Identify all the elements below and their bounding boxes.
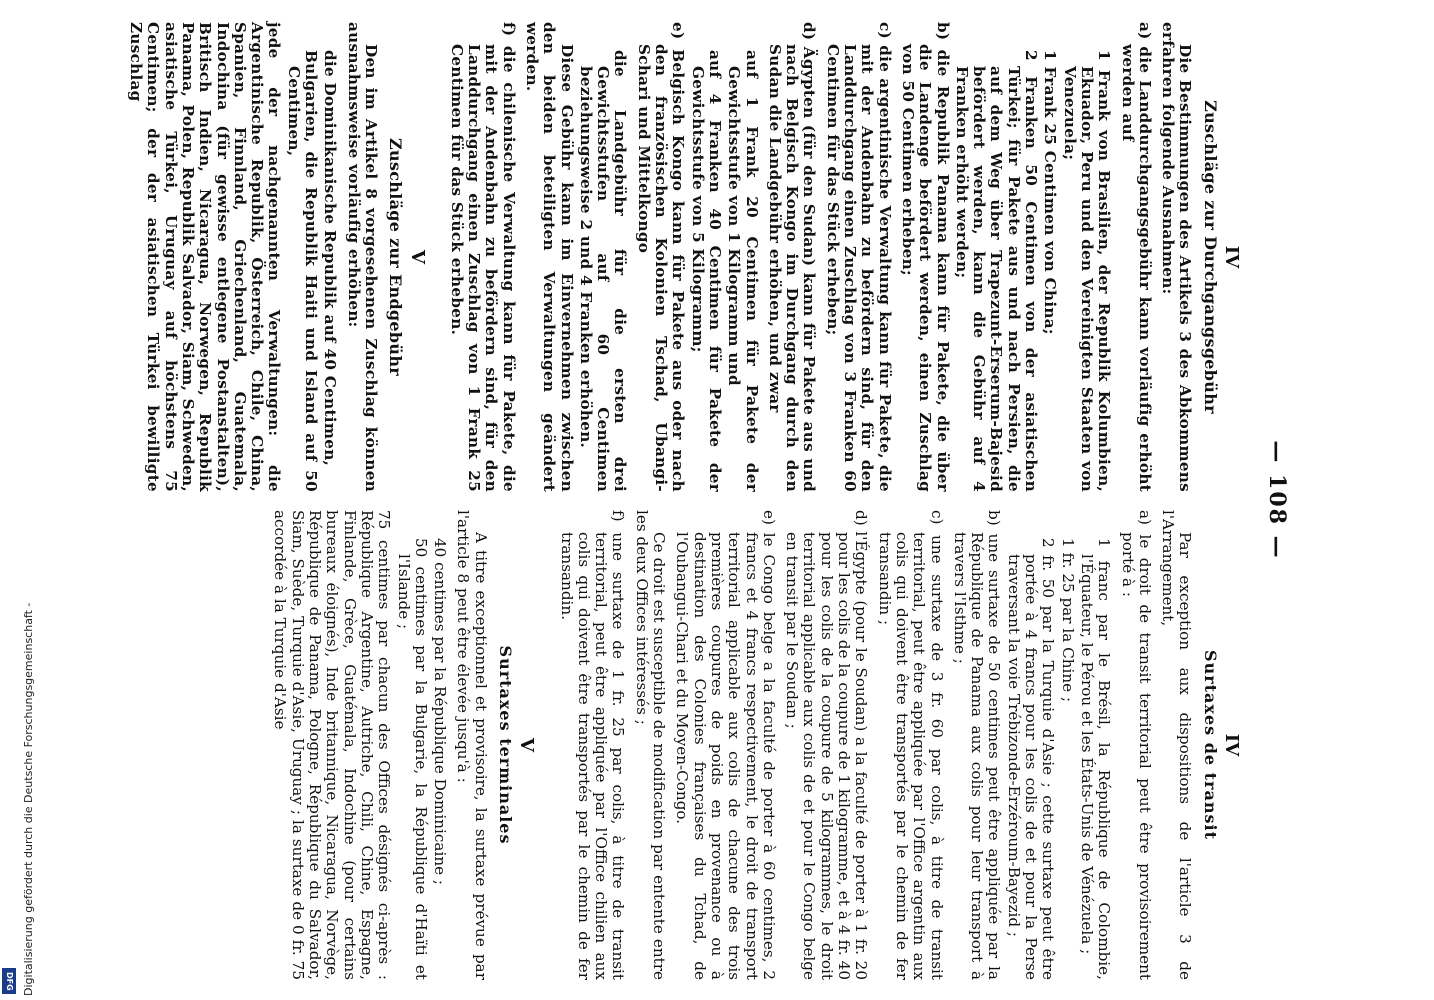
paragraph: Den im Artikel 8 vorgesehenen Zuschlag können ausnahmsweise vorläufig erhöhen: xyxy=(344,22,380,492)
section-number: V xyxy=(406,250,428,264)
sub-item: auf 4 Franken 40 Centimen für Pakete der Gewichtsstufe von 5 Kilogramm; xyxy=(688,50,724,492)
page-number: — 108 — xyxy=(1264,440,1290,560)
note: Ce droit est susceptible de modification par entente entre les deux Offices intéressés ; xyxy=(632,510,669,980)
list-item: f) une surtaxe de 1 fr. 25 par colis, à titre de transit territorial, peut être appliquée par l'Office chilien aux colis qui doivent être transportés par le chemin de fer transandin. xyxy=(557,510,628,980)
list-item: e) le Congo belge a la faculté de porter à 60 centimes, 2 francs et 4 francs respectivement, le droit de transport territorial applicable aux colis de chacune des trois premières coupures de poids en provenance ou à destination des Colonies françaises du Tchad, de l'Oubangui-Chari et du Moyen-Congo. xyxy=(673,510,778,980)
paragraph: Die Bestimmungen des Artikels 3 des Abkommens erfahren folgende Ausnahmen: xyxy=(1159,22,1195,492)
list-item: b) die Republik Panama kann für Pakete, die über die Landenge befördert werden, einen Zuschlag von 50 Centimen erheben; xyxy=(898,22,952,492)
sub-item: 40 centimes par la République Dominicaine ; xyxy=(431,538,450,886)
section-title: Surtaxes terminales xyxy=(496,645,516,845)
sub-item: auf 1 Frank 20 Centimen für Pakete der Gewichtsstufe von 1 Kilogramm und xyxy=(725,50,761,492)
section-number: V xyxy=(516,738,538,752)
paragraph: A titre exceptionnel et provisoire, la surtaxe prévue par l'article 8 peut être élevée jusqu'à : xyxy=(454,510,490,980)
sub-item: 1 Frank 25 Centimen von China; xyxy=(1041,50,1060,335)
list-item: a) le droit de transit territorial peut être provisoirement porté à : xyxy=(1118,510,1154,980)
list-item: c) une surtaxe de 3 fr. 60 par colis, à titre de transit territorial, peut être appliquée par l'Office argentin aux colis qui doivent être transportés par le chemin de fer transandin ; xyxy=(875,510,946,980)
list-item: d) l'Égypte (pour le Soudan) a la faculté de porter à 1 fr. 20 pour les colis de la coupure de 1 kilogramme, et à 4 fr. 40 pour les colis de la coupure de 5 kilogrammes, le droit territorial applicable aux colis de et pour le Congo belge en transit par le Soudan ; xyxy=(783,510,871,980)
section-title: Zuschläge zur Durchgangsgebühr xyxy=(1200,100,1220,414)
list-item: e) Belgisch Kongo kann für Pakete aus oder nach den französischen Kolonien Tschad, Ubangi-Schari und Mittelkongo xyxy=(634,22,688,492)
section-number: IV xyxy=(1221,733,1242,757)
list-item: a) die Landdurchgangsgebühr kann vorläufig erhöht werden auf xyxy=(1118,22,1154,492)
sub-item: Bulgarien, die Republik Haiti und Island auf 50 Centimen, xyxy=(284,50,321,492)
section-title: Zuschläge zur Endgebühr xyxy=(386,138,406,376)
sub-item: die Landgebühr für die ersten drei Gewichtsstufen auf 60 Centimen beziehungsweise 2 und 4 Franken erhöhen. xyxy=(576,50,630,492)
section-number: IV xyxy=(1221,245,1242,269)
paragraph: Par exception aux dispositions de l'article 3 de l'Arrangement, xyxy=(1159,510,1195,980)
footer-text: Digitalisierung gefördert durch die Deutsche Forschungsgemeinschaft - xyxy=(22,602,35,996)
list-item: c) die argentinische Verwaltung kann für Pakete, die mit der Andenbahn zu befördern sind, für den Landdurchgang einen Zuschlag von 3 Franken 60 Centimen für das Stück erheben; xyxy=(823,22,894,492)
sub-item: 1 franc par le Brésil, la République de Colombie, l'Équateur, le Pérou et les États-Unis de Vénézuela ; xyxy=(1077,538,1114,980)
paragraph: 75 centimes par chacun des Offices désignés ci-après : République Argentine, Autriche, Chili, Chine, Espagne, Finlande, Grèce, Guatémala, Indochine (pour certains bureaux éloignés), Inde britannique, Nicaragua, Norvège, République de Panama, Pologne, République du Salvador, Siam, Suède, Turquie d'Asie, Uruguay ; la surtaxe de 0 fr. 75 accordée à la Turquie d'Asie xyxy=(271,510,394,980)
sub-item: 50 centimes par la Bulgarie, la République d'Haïti et l'Islande ; xyxy=(394,538,430,980)
sub-item: 1 Frank von Brasilien, der Republik Kolumbien, Ekuador, Peru und den Vereinigten Staaten von Venezuela; xyxy=(1060,50,1114,492)
french-column xyxy=(265,510,1240,980)
dfg-logo: DFG xyxy=(2,968,16,994)
list-item: b) une surtaxe de 50 centimes peut être appliquée par la République de Panama aux colis pour leur transport à travers l'Isthme ; xyxy=(950,510,1004,980)
sub-item: 2 Franken 50 Centimen von der asiatischen Türkei; für Pakete aus und nach Persien, die auf dem Weg über Trapezunt-Erserum-Bajesid befördert werden, kann die Gebühr auf 4 Franken erhöht werden; xyxy=(952,50,1041,492)
section-title: Surtaxes de transit xyxy=(1200,650,1220,840)
list-item: f) die chilenische Verwaltung kann für Pakete, die mit der Andenbahn zu befördern sind, für den Landdurchgang einen Zuschlag von 1 Frank 25 Centimen für das Stück erheben. xyxy=(447,22,518,492)
sub-item: 2 fr. 50 par la Turquie d'Asie ; cette surtaxe peut être portée à 4 francs pour les colis de et pour la Perse traversant la voie Trébizonde-Erzéroum-Bayezid ; xyxy=(1004,538,1058,980)
german-column xyxy=(121,22,1240,492)
paragraph: jede der nachgenannten Verwaltungen: die Argentinische Republik, Österreich, Chile, China, Spanien, Finnland, Griechenland, Guatemala, Indochina (für gewisse entlegene Postanstalten), Britisch Indien, Nicaragua, Norwegen, Republik Panama, Polen, Republik Salvador, Siam, Schweden, asiatische Türkei, Uruguay auf höchstens 75 Centimen; der der asiatischen Türkei bewilligte Zuschlag xyxy=(127,22,284,492)
footer xyxy=(0,0,35,1000)
sub-item: 1 fr. 25 par la Chine ; xyxy=(1058,538,1077,703)
note: Diese Gebühr kann im Einvernehmen zwischen den beiden beteiligten Verwaltungen geändert werden. xyxy=(523,22,576,492)
sub-item: die Dominikanische Republik auf 40 Centimen, xyxy=(321,50,340,467)
list-item: d) Ägypten (für den Sudan) kann für Pakete aus und nach Belgisch Kongo im Durchgang durch den Sudan die Landgebühr erhöhen, und zwar xyxy=(765,22,819,492)
